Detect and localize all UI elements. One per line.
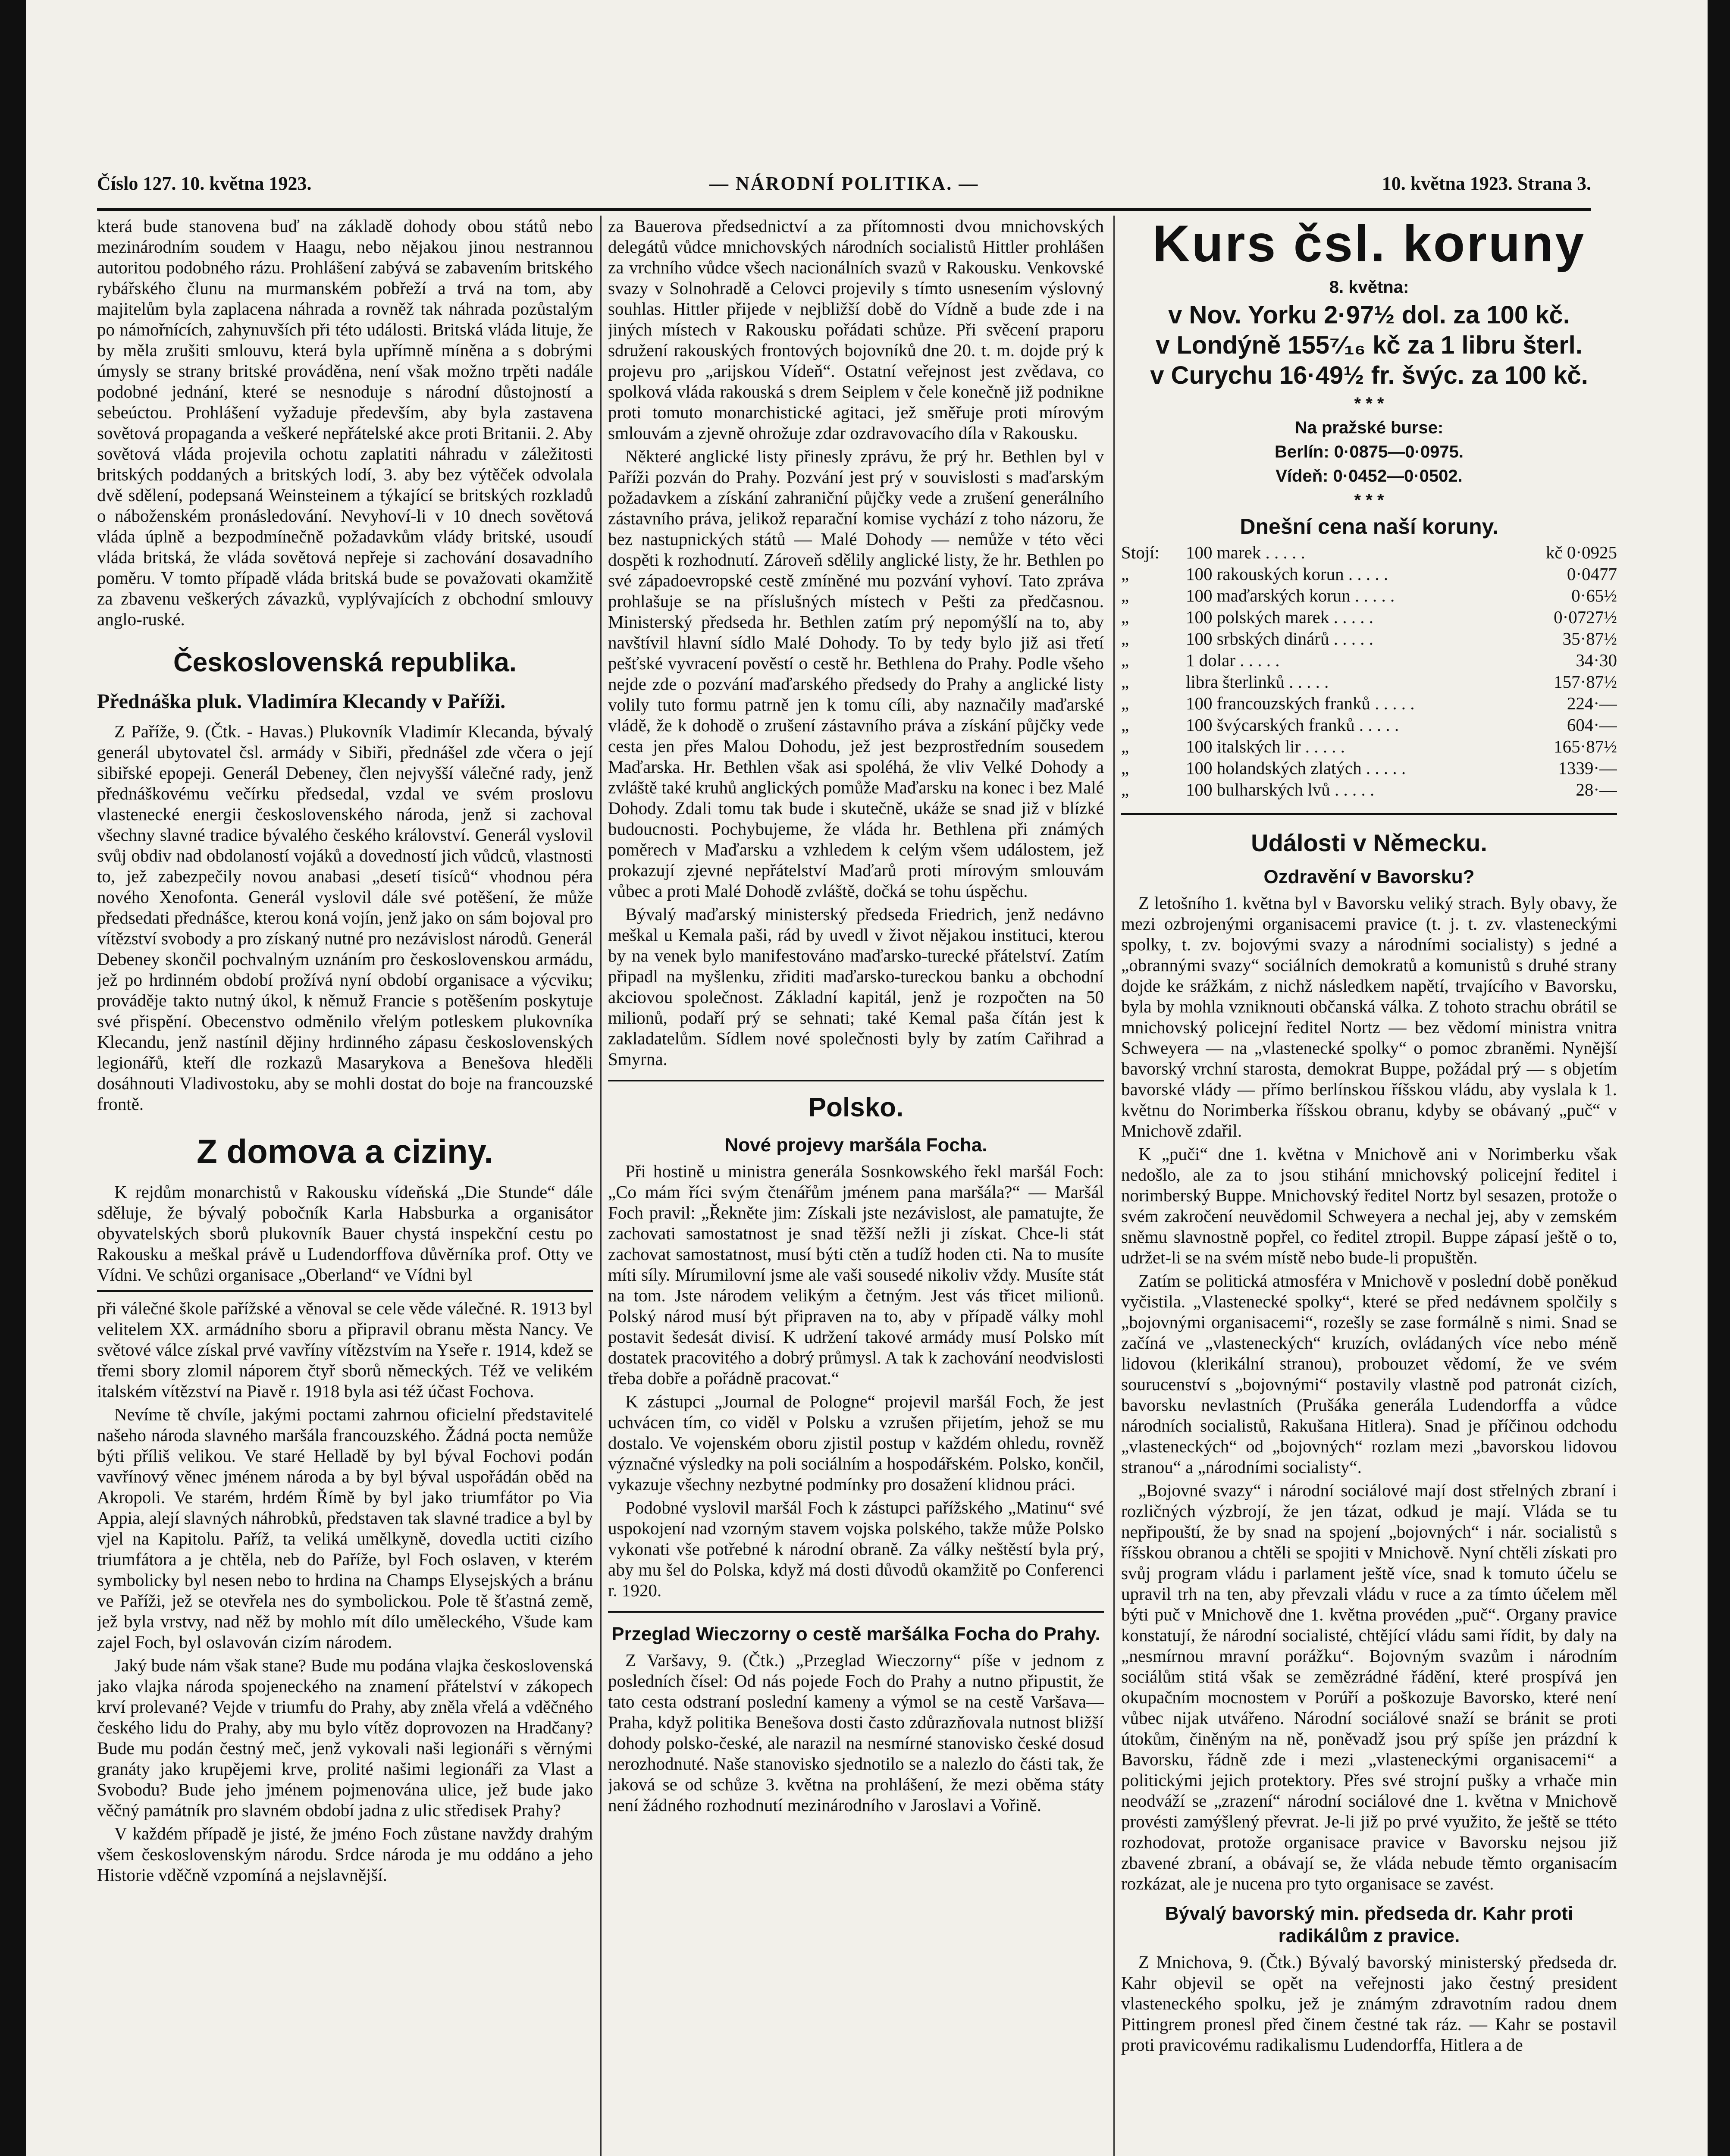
rate-zurich: v Curychu 16·49½ fr. švýc. za 100 kč. xyxy=(1150,361,1588,389)
article-hitler-vienna: za Bauerova předsednictví a za přítomnosti dvou mnichovských delegátů vůdce mnichovských národních socialistů Hittler prohlášen za vrchního vůdce všech nacionálních svazů v Rakousku. Venkovské svazy v Solnohradě a Celovci projevily s tímto usnesením výslovný souhlas. Hittler přijede v nejbližší době do Vídně a bude zde i na jiných místech v Rakousku pořádati schůze. Při svěcení praporu sdružení rakouských frontových bojovníků dne 20. t. m. dojde prý k projevu pro „arijskou Vídeň“. Ostatní veřejnost jest zvědava, co spolková vláda rakouská s drem Seiplem v čele konečně již podnikne proti tomuto monarchistické agitaci, jež směřuje proti mírovým smlouvám a zjevně ohrožuje zdar ozdravovacího díla v Rakousku. xyxy=(608,216,1104,443)
rate-row xyxy=(1121,606,1617,628)
rate-label: 100 francouzských franků . . . . . xyxy=(1186,693,1415,713)
rate-row-prefix: „ xyxy=(1121,780,1129,799)
separator-stars: * * * xyxy=(1354,491,1384,510)
column-2 xyxy=(608,216,1104,2156)
article-journal-de-pologne: K zástupci „Journal de Pologne“ projevil maršál Foch, že jest uchvácen tím, co viděl v Polsku a vzrušen přijetím, jehož se mu dostalo. Ve vojenském oboru zjistil postup v každém ohledu, rovněž význačné výsledky na poli sociálním a hospodářském. Polsko, končil, vykazuje všechny nezbytné podmínky pro dosažení klidnou práci. xyxy=(608,1391,1104,1494)
rate-value: 34·30 xyxy=(1576,650,1617,670)
rate-row-prefix: „ xyxy=(1121,629,1129,649)
burse-title: Na pražské burse: xyxy=(1294,418,1444,437)
koruna-price-table xyxy=(1121,542,1617,800)
rate-row xyxy=(1121,563,1617,585)
article-przeglad-title: Przeglad Wieczorny o cestě maršálka Focha do Prahy. xyxy=(611,1623,1100,1645)
rate-row-prefix: „ xyxy=(1121,564,1129,584)
rate-row xyxy=(1121,757,1617,779)
separator-stars: * * * xyxy=(1354,394,1384,413)
article-klecanda-body: Z Paříže, 9. (Čtk. - Havas.) Plukovník Vladimír Klecanda, bývalý generál ubytovatel čsl. armády v Sibiři, přednášel zde včera o její sibiřské epopeji. Generál Debeney, člen nejvyšší válečné rady, jenž přednáškovému večírku předsedal, vzdal ve svém proslovu vlastenecké energii československého národa, jenž si zachoval všechny slavné tradice bývalého českého království. Generál vyslovil svůj obdiv nad obdolaností vojáků a dovedností jich vůdců, vlastnosti to, jež zabezpečily novou anabasi „desetí tisíců“ vhodnou péra nového Xenofonta. Generál vyslovil dále své potěšení, že může předsedati přednášce, kterou koná vojín, jenž jako on sám bojoval pro vítězství svobody a pro získaný nutné pro nezávislost národů. Generál Debeney skončil pochvalným uznáním pro československou armádu, jež po hrdinném období prožívá nyní období organisace a výcviku; prováděje takto nutný úkol, k němuž Francie s potěšením poskytuje své přispění. Obecenstvo odměnilo vřelým potleskem plukovníka Klecandu, jenž nastínil dějiny hrdinného zápasu československých legionářů, kteří dle rozkazů Masarykova a Benešova hleděli dosáhnouti Vladivostoku, aby se mohli dostat do boje na francouzské frontě. xyxy=(97,721,593,1114)
divider xyxy=(97,1290,593,1292)
rate-berlin: Berlín: 0·0875—0·0975. xyxy=(1274,442,1464,461)
column-divider-1 xyxy=(600,216,602,2156)
article-kahr-body: Z Mnichova, 9. (Čtk.) Bývalý bavorský ministerský předseda dr. Kahr objevil se opět na veřejnosti jako čestný president vlasteneckého spolku, jež je známým zdravotním radou dnem Pittingrem pronesl před činem čestné tak ráz. — Kahr se postavil proti pravicovému radikalismu Ludendorffa, Hitlera a de xyxy=(1121,1952,1617,2055)
column-3 xyxy=(1121,216,1617,2156)
rate-label: 100 polských marek . . . . . xyxy=(1186,607,1373,627)
rate-value: 1339·— xyxy=(1558,758,1617,778)
section-heading-home-abroad: Z domova a ciziny. xyxy=(197,1132,493,1170)
article-foch-poland-body: Při hostině u ministra generála Sosnkowského řekl maršál Foch: „Co mám říci svým čtenářům jménem pana maršála?“ — Maršál Foch pravil: „Řekněte jim: Získali jste nezávislost, ale pamatujte, že zachovati samostatnost je snad těžší nežli ji získat. Chce-li stát zachovat samostatnost, musí býti ctěn a tudíž hoden cti. Na to musíte míti síly. Mírumilovní jsme ale vaši sousedé nikoliv vždy. Musíte stát na tom. Jste národem velikým a četným. Jest vás třicet milionů. Polský národ musí být připraven na to, aby v případě války mohl postavit šedesát divisí. K udržení takové armády musí Polsko mít dostatek pracovitého a dobrý průmysl. A tak k zachování neodvislosti třeba dobře a pořádně pracovat.“ xyxy=(608,1161,1104,1388)
section-heading-germany: Události v Německu. xyxy=(1251,829,1487,856)
rate-row-prefix: „ xyxy=(1121,715,1129,735)
rate-label: 100 maďarských korun . . . . . xyxy=(1186,586,1395,605)
rate-row-prefix: Stojí: xyxy=(1121,542,1160,562)
rate-row-prefix: „ xyxy=(1121,758,1129,778)
divider xyxy=(608,1611,1104,1613)
article-klecanda-title: Přednáška pluk. Vladimíra Klecandy v Paříži. xyxy=(97,690,506,713)
rate-value: 0·0727½ xyxy=(1554,607,1617,627)
koruna-price-title: Dnešní cena naší koruny. xyxy=(1240,514,1498,539)
rate-label: 100 italských lir . . . . . xyxy=(1186,736,1345,756)
rate-label: 100 srbských dinárů . . . . . xyxy=(1186,629,1374,649)
rate-vienna: Vídeň: 0·0452—0·0502. xyxy=(1276,467,1463,486)
header-right: 10. května 1923. Strana 3. xyxy=(1382,173,1591,194)
rate-row xyxy=(1121,628,1617,649)
article-foch-honours: Nevíme tě chvíle, jakými poctami zahrnou oficielní představitelé našeho národa slavného maršála francouzského. Žádná pocta nemůže býti příliš velikou. Ve staré Helladě by byl býval Fochovi podán vavřínový věnec jménem národa a by byl býval uspořádán oběd na Akropoli. Ve starém, hrdém Římě by byl jako triumfátor po Via Appia, alejí slavných náhrobků, představen tak slavné tradice a byl by vjel na Kapitolu. Paříž, ta veliká umělkyně, dovedla uctiti cizího triumfátora a je chtěla, neb do Paříže, byl Foch oslaven, v kterém symbolicky byl nesen nebo to hrdina na Champs Elysejských a bránu ve Paříži, jež se otevřela nes do symbolickou. Pole tě šťastná země, jež byla vrstvy, nad něž by mohlo mít dílo uměleckého, Všude kam zajel Foch, byl oslavován cizím národem. xyxy=(97,1404,593,1652)
rate-new-york: v Nov. Yorku 2·97½ dol. za 100 kč. xyxy=(1168,301,1570,329)
rate-label: 100 holandských zlatých . . . . . xyxy=(1186,758,1406,778)
rate-row xyxy=(1121,585,1617,606)
page-header xyxy=(97,172,1591,203)
header-masthead: — NÁRODNÍ POLITIKA. — xyxy=(709,173,979,194)
rate-row-prefix: „ xyxy=(1121,736,1129,756)
rate-row xyxy=(1121,542,1617,563)
rate-row-prefix: „ xyxy=(1121,586,1129,605)
article-bavaria-title: Ozdravění v Bavorsku? xyxy=(1263,866,1475,887)
article-monarchists-body: K rejdům monarchistů v Rakousku vídeňská „Die Stunde“ dále sděluje, že bývalý pobočník Karla Habsburka a organisátor obyvatelských sborů plukovník Bauer chystá inspekční cestu po Rakousku a meškal právě u Ludendorffova důvěrníka prof. Otty ve Vídni. Ve schůzi organisace „Oberland“ ve Vídni byl xyxy=(97,1182,593,1285)
article-foch-name: V každém případě je jisté, že jméno Foch zůstane navždy drahým všem československým národu. Srdce národa je mu oddáno a jeho Historie vděčně vzpomíná a nejslavnější. xyxy=(97,1824,593,1885)
rate-value: 28·— xyxy=(1576,780,1617,799)
rate-label: libra šterlinků . . . . . xyxy=(1186,672,1329,692)
rate-value: 165·87½ xyxy=(1554,736,1617,756)
rate-row xyxy=(1121,649,1617,671)
rate-label: 100 rakouských korun . . . . . xyxy=(1186,564,1388,584)
rate-row xyxy=(1121,779,1617,800)
rate-london: v Londýně 155⁷⁄₁₆ kč za 1 libru šterl. xyxy=(1156,331,1583,359)
column-1 xyxy=(97,216,593,2156)
rate-row xyxy=(1121,671,1617,693)
article-przeglad-body: Z Varšavy, 9. (Čtk.) „Przeglad Wieczorny“ píše v jednom z posledních čísel: Od nás pojede Foch do Prahy a nutno připustit, že tato cesta odstraní poslední kameny a výmol se na cestě Varšava—Praha, když politika Benešova dosti často zdůrazňovala nutnost bližší dohody polsko-české, ale narazil na nesmírné stanovisko české dosud nerozhodnuté. Naše stanovisko sjednotilo se a nalezlo do části tak, že jaková se od schůze 3. května na prohlášení, že mezi oběma státy není žádného rozhodnutí mezinárodního v Jaroslavi a Vořině. xyxy=(608,1650,1104,1815)
rate-row-prefix: „ xyxy=(1121,607,1129,627)
article-bethlen: Některé anglické listy přinesly zprávu, že prý hr. Bethlen byl v Paříži pozván do Prahy. Pozvání jest prý v souvislosti s maďarským požadavkem a získání zahraniční půjčky vede a zrušení generálního zástavního práva, jelikož reparační komise vychází z toho názoru, že bez nastupnických států — Malé Dohody — nemůže v této věci dospěti k rozhodnutí. Zároveň sdělily anglické listy, že hr. Bethlen po své západoevropské cestě zmíněné mu pozvání vyhoví. Tato zpráva prohlašuje se na příslušných místech v Pešti za předčasnou. Ministerský předseda hr. Bethlen zatím prý nepomýšlí na to, aby navštívil hlavní sídlo Malé Dohody. To by tedy bylo již asi třetí pešťské vyvracení pověstí o cestě hr. Bethlena do Prahy. Podle všeho nejde zde o pozvání maďarského předsedy do Prahy a anglické listy volily tuto formu patrně jen k tomu cíli, aby naznačily maďarské vládě, že k dohodě o zrušení zástavního práva a získání půjčky vede cesta jen přes Malou Dohodu, jež jest bezprostředním sousedem Maďarska. Hr. Bethlen však asi spoléhá, že vliv Velké Dohody a zvláště také kruhů anglických pomůže Maďarsku na konec i bez Malé Dohody. Zdali tomu tak bude i skutečně, ukáže se snad již v blízké budoucnosti. Pochybujeme, že vláda hr. Bethlena při známých poměrech v Maďarsku a vzhledem k celým všem událostem, jež prokazují zjevné nepřátelství Maďarů proti mírovým smlouvám vůbec a proti Malé Dohodě zvláště, dočká se tohu úspěchu. xyxy=(608,446,1104,901)
rate-value: 604·— xyxy=(1567,715,1617,735)
article-foch-poland-title: Nové projevy maršála Focha. xyxy=(724,1134,987,1156)
rate-value: 0·0477 xyxy=(1567,564,1617,584)
article-friedrich: Bývalý maďarský ministerský předseda Friedrich, jenž nedávno meškal u Kemala paši, rád by uvedl v život nějakou instituci, kterou by na venek bylo manifestováno maďarsko-turecké přátelství. Zatím připadl na myšlenku, zřiditi maďarsko-tureckou banku a obchodní akciovou společnost. Základní kapitál, jenž je rozpočten na 50 milionů, podaří prý se sehnati; také Kemal paša čítán jest k zakladatelům. Sídlem nové společnosti byly by zatím Cařihrad a Smyrna. xyxy=(608,904,1104,1069)
divider xyxy=(1121,813,1617,815)
rate-value: 224·— xyxy=(1567,693,1617,713)
rate-value: kč 0·0925 xyxy=(1545,542,1617,562)
exchange-rate-date: 8. května: xyxy=(1329,278,1409,297)
article-bavaria-body-4: „Bojovné svazy“ i národní sociálové mají dost střelných zbraní i rozličných výzbrojí, že jen tázat, odkud je mají. Vláda se tu nepřipouští, že by snad na spojení „bojovných“ i nár. socialistů s říšskou obranou a chtěli se spojiti v Mnichově. Nyní chtěli získati pro svůj program vládu i parlament ještě více, snad k tomuto účelu se upravil trh na ten, aby převzali vládu v ruce a za tímto účelem měl býti puč v Mnichově dne 1. května provéden „puč“. Organy pravice konstatují, že národní socialisté, chtějící vládu sami řídit, by daly na „nesmírnou mravní porážku“. Bojovným svazům i národním sociálům stitá však se zemězrádné řádění, které prospívá jen okupačním mocnostem v Porúří a poškozuje Bavorsko, které není vůbec nijak utvářeno. Národní sociálové snaží se bránit se proti útokům, činěným na ně, poněvadž jsou prý spíše jen prázdní k Bavorsku, řádně zde i mezi „vlasteneckými organisacemi“ a politickými jejich protektory. Přes své strojní pušky a vrhače min neodváží se „zrazení“ národní sociálové dne 1. května v Mnichově provésti zamýšlený převrat. Je-li již po prvé využito, že ještě se ttéto rozhodovat, protože organisace pravice v Bavorsku nejsou již zbavené zbraní, a obávají se, že vláda nebude těmto organisacím rozkázat, ale je nucena pro tyto organisace se zavést. xyxy=(1121,1480,1617,1893)
article-kahr-title: Bývalý bavorský min. předseda dr. Kahr proti radikálům z pravice. xyxy=(1165,1903,1573,1946)
article-foch-prague: Jaký bude nám však stane? Bude mu podána vlajka československá jako vlajka národa spojeneckého na znamení přátelství v zákopech krví prolevané? Vejde v triumfu do Prahy, aby zněla vřelá a vděčného českého lidu do Prahy, aby mu bylo vítěz doprovozen na Hradčany? Bude mu podán čestný meč, jenž vykovali naši legionáři s věrnými granáty jako krupějemi krve, prolité našimi legionáři za Vlast a Svobodu? Bude jeho jménem pojmenována ulice, jež bude jako věčný památník pro slavném období jadna z ulic středisek Prahy? xyxy=(97,1655,593,1820)
rate-label: 1 dolar . . . . . xyxy=(1186,650,1280,670)
section-heading-poland: Polsko. xyxy=(808,1093,904,1122)
article-foch-career: při válečné škole pařížské a věnoval se cele věde válečné. R. 1913 byl velitelem XX. armádního sboru a připravil obranu města Nancy. Ve světové válce získal prvé vavříny vítězstvím na Yseře r. 1914, kdež se třemi sbory zlomil náporem čtyř sborů německých. Též ve velikém italském vítězství na Piavě r. 1918 byla asi též účast Fochova. xyxy=(97,1298,593,1401)
rate-value: 157·87½ xyxy=(1554,672,1617,692)
rate-row xyxy=(1121,693,1617,714)
rate-row xyxy=(1121,714,1617,736)
rate-row-prefix: „ xyxy=(1121,693,1129,713)
rate-row-prefix: „ xyxy=(1121,672,1129,692)
rate-label: 100 švýcarských franků . . . . . xyxy=(1186,715,1399,735)
rate-row-prefix: „ xyxy=(1121,650,1129,670)
rate-row xyxy=(1121,736,1617,757)
rate-label: 100 marek . . . . . xyxy=(1186,542,1305,562)
exchange-rate-title: Kurs čsl. koruny xyxy=(1152,216,1586,273)
article-bavaria-body-3: Zatím se politická atmosféra v Mnichově v poslední době poněkud vyčistila. „Vlastenecké spolky“, které se před nedávnem spolčily s „bojovnými organisacemi“, rozešly se zase formálně s nimi. Snad se začíná ve „vlasteneckých“ kruzích, ovládaných více nebo méně lidovou (klerikální stranou), probouzet vědomí, že ve svém sourucenství s „bojovnými“ postavily vlastně pod patronát cizích, bavorsku nevlastních (Prušáka generála Ludendorffa a vůdce národních socialistů, Rakušana Hitlera). Snad je příčinou odchodu „vlasteneckých“ od „bojovných“ rozlam mezi „bavorskou lidovou stranou“ a „národními socialisty“. xyxy=(1121,1271,1617,1477)
rate-value: 35·87½ xyxy=(1562,629,1617,649)
rate-value: 0·65½ xyxy=(1571,586,1617,605)
header-rule xyxy=(97,208,1591,211)
article-bavaria-body-2: K „puči“ dne 1. května v Mnichově ani v Norimberku však nedošlo, ale za to jsou stihání mnichovský policejní ředitel i norimberský Buppe. Mnichovský ředitel Nortz byl sesazen, protože o svém zakročení neuvědomil Schweyera a nechal jej, aby v zemském sněmu slavnostně popřel, co ředitel ztropil. Buppe zápasí ještě o to, udržet-li se na svém místě nebo bude-li propuštěn. xyxy=(1121,1144,1617,1267)
divider xyxy=(608,1080,1104,1081)
article-britain-soviet: která bude stanovena buď na základě dohody obou států nebo mezinárodním soudem v Haagu, nebo nějakou jinou nestrannou autoritou podobného rázu. Prohlášení zabývá se zabavením britského rybářského člunu na murmanském pobřeží a trvá na tom, aby majitelům byla zaplacena náhrada a rovněž tak náhrada pozůstalým po námořnících, zahynuvších při této události. Britská vláda lituje, že by měla zrušiti smlouvu, která byla upřímně míněna a s dobrými úmysly se strany britské prováděna, není však možno trpěti nadále podobné jednání, které se nesnoduje s národní důstojností a sebeúctou. Prohlášení vyžaduje především, aby byla zastavena sovětová propaganda a veškeré nepřátelské akce proti Britanii. 2. Aby sovětová vláda projevila ochotu zaplatiti náhradu v záležitosti britských poddaných a britských lodí, 3. aby bez výtěček odvolala dvě sdělení, podepsaná Weinsteinem a týkající se britských rozkladů o náboženském pronásledování. Nevyhoví-li v 10 dnech sovětová vláda úplně a bezpodmínečně požadavkům vlády britské, usoudí vláda britská, že vláda sovětová nepřeje si zachování dosavadního poměru. V tomto případě vláda britská bude se považovati okamžitě za zbavenu veškerých závazků, vyplývajících z obchodní smlouvy anglo-ruské. xyxy=(97,216,593,629)
article-bavaria-body-1: Z letošního 1. května byl v Bavorsku veliký strach. Byly obavy, že mezi ozbrojenými organisacemi pravice (t. j. t. zv. vlasteneckými spolky, t. zv. bojovými svazy a národními socialisty) s jedné a „obrannými svazy“ sociálních demokratů a komunistů s druhé strany dojde ke srážkám, z nichž následkem napětí, trvajícího v Bavorsku, byla by mohla vzniknouti občanská válka. Z tohoto strachu obrátil se mnichovský policejní ředitel Nortz — bez vědomí ministra vnitra Schweyera — na „vlastenecké spolky“ o pomoc zbraněmi. Nynější bavorský vrchní starosta, demokrat Buppe, požádal prý — s objetím bavorské vlády — přímo berlínskou říšskou vládu, aby vyslala k 1. květnu do Norimberka říšskou obranu, kdyby se obávaný „puč“ v Mnichově zdařil. xyxy=(1121,893,1617,1141)
rate-label: 100 bulharských lvů . . . . . xyxy=(1186,780,1375,799)
column-divider-2 xyxy=(1113,216,1115,2156)
section-heading-czechoslovak-republic: Československá republika. xyxy=(173,648,517,677)
header-left: Číslo 127. 10. května 1923. xyxy=(97,173,312,194)
article-matin: Podobné vyslovil maršál Foch k zástupci pařížského „Matinu“ své uspokojení nad vzorným stavem vojska polského, takže může Polsko vykonati vše potřebné k národní obraně. Za války neštěstí byla prý, aby mu šel do Polska, když má dosti důvodů okamžitě po Conferenci r. 1920. xyxy=(608,1498,1104,1600)
